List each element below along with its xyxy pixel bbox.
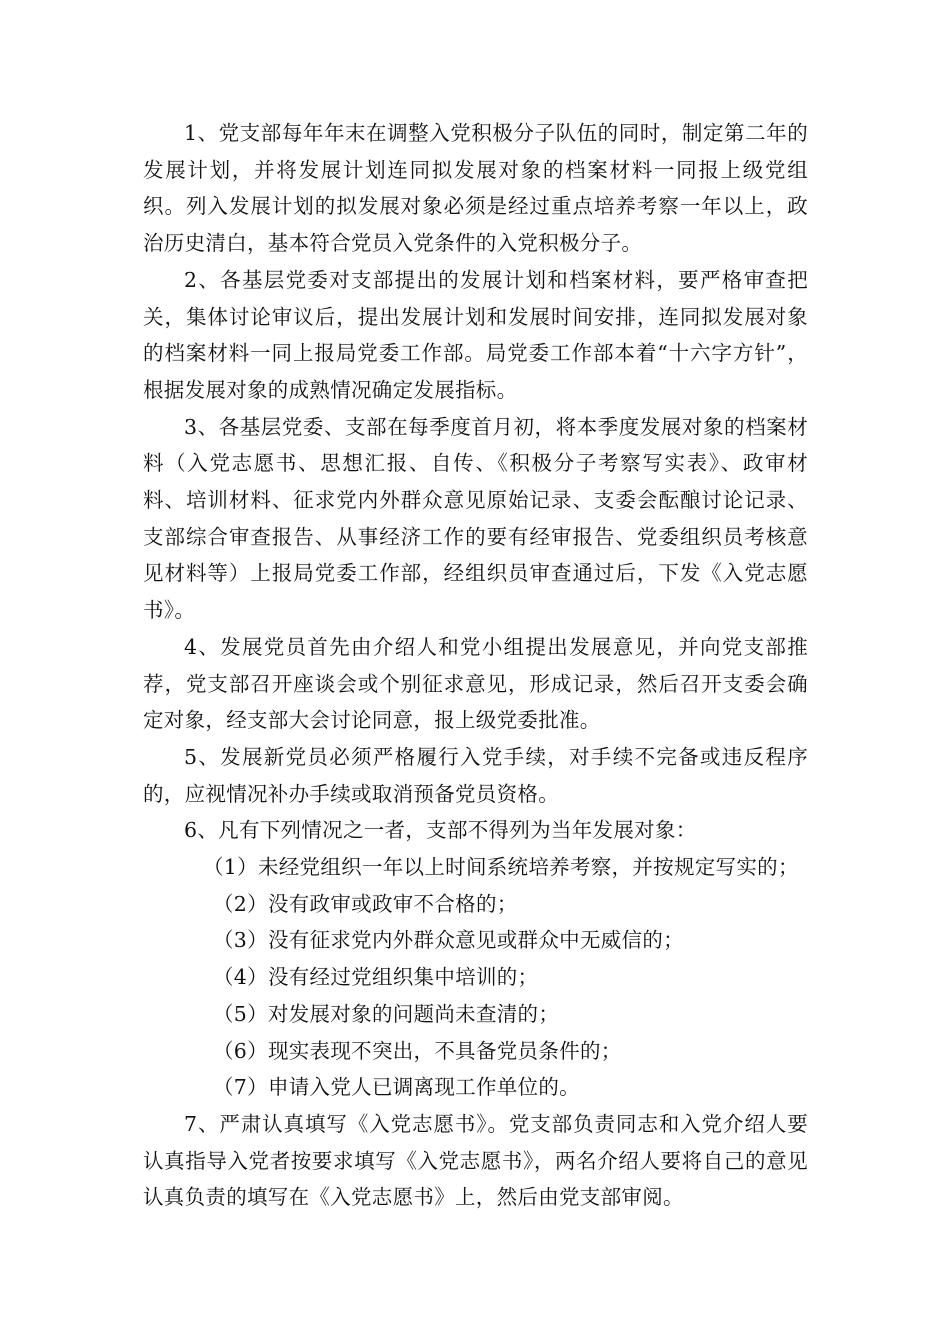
- list-item: （4）没有经过党组织集中培训的；: [213, 965, 539, 990]
- list-item: （5）对发展对象的问题尚未查清的；: [213, 1001, 560, 1026]
- list-item: （2）没有政审或政审不合格的；: [213, 891, 518, 916]
- exclusion-list: [143, 849, 808, 1106]
- paragraph-item-4: 4、发展党员首先由介绍人和党小组提出发展意见，并向党支部推荐，党支部召开座谈会或个别征求意见，形成记录，然后召开支委会确定对象，经支部大会讨论同意，报上级党委批准。: [143, 634, 808, 733]
- paragraph-item-3: 3、各基层党委、支部在每季度首月初，将本季度发展对象的档案材料（入党志愿书、思想汇报、自传、《积极分子考察写实表》、政审材料、培训材料、征求党内外群众意见原始记录、支委会酝酿讨论记录、支部综合审查报告、从事经济工作的要有经审报告、党委组织员考核意见材料等）上报局党委工作部，经组织员审查通过后，下发《入党志愿书》。: [143, 414, 808, 623]
- paragraph-item-5: 5、发展新党员必须严格履行入党手续，对手续不完备或违反程序的，应视情况补办手续或取消预备党员资格。: [143, 744, 808, 806]
- paragraph-item-2: 2、各基层党委对支部提出的发展计划和档案材料，要严格审查把关，集体讨论审议后，提出发展计划和发展时间安排，连同拟发展对象的档案材料一同上报局党委工作部。局党委工作部本着“十六字方针”，根据发展对象的成熟情况确定发展指标。: [143, 267, 808, 402]
- paragraph-item-1: 1、党支部每年年末在调整入党积极分子队伍的同时，制定第二年的发展计划，并将发展计划连同拟发展对象的档案材料一同报上级党组织。列入发展计划的拟发展对象必须是经过重点培养考察一年以上，政治历史清白，基本符合党员入党条件的入党积极分子。: [143, 121, 808, 256]
- list-item: （7）申请入党人已调离现工作单位的。: [213, 1075, 580, 1100]
- list-item: （1）未经党组织一年以上时间系统培养考察，并按规定写实的；: [203, 855, 799, 880]
- list-item: （6）现实表现不突出，不具备党员条件的；: [213, 1038, 622, 1063]
- document-body: [143, 115, 808, 1216]
- paragraph-item-6: 6、凡有下列情况之一者，支部不得列为当年发展对象：: [184, 818, 697, 843]
- paragraph-item-7: 7、严肃认真填写《入党志愿书》。党支部负责同志和入党介绍人要认真指导入党者按要求填写《入党志愿书》，两名介绍人要将自己的意见认真负责的填写在《入党志愿书》上，然后由党支部审阅。: [143, 1111, 808, 1210]
- list-item: （3）没有征求党内外群众意见或群众中无威信的；: [213, 928, 684, 953]
